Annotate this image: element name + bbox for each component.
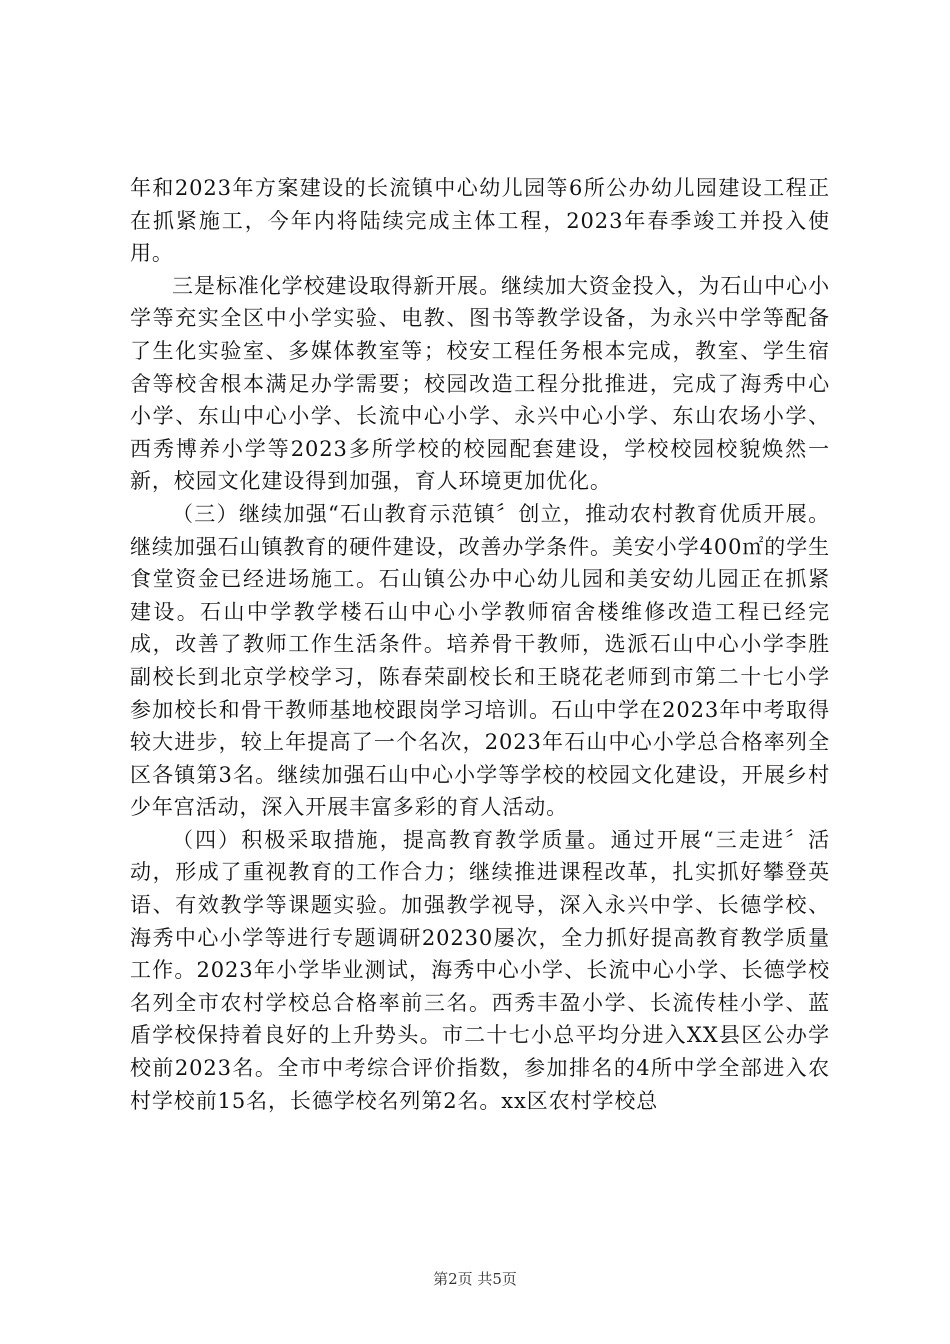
document-body [130, 172, 830, 1117]
page-number-footer: 第2页 共5页 [433, 1270, 517, 1288]
paragraph-1: 年和2023年方案建设的长流镇中心幼儿园等6所公办幼儿园建设工程正在抓紧施工，今年内将陆续完成主体工程，2023年春季竣工并投入使用。 [130, 176, 830, 266]
paragraph-2: 三是标准化学校建设取得新开展。继续加大资金投入，为石山中心小学等充实全区中小学实验、电教、图书等教学设备，为永兴中学等配备了生化实验室、多媒体教室等；校安工程任务根本完成，教室、学生宿舍等校舍根本满足办学需要；校园改造工程分批推进，完成了海秀中心小学、东山中心小学、长流中心小学、永兴中心小学、东山农场小学、西秀博养小学等2023多所学校的校园配套建设，学校校园校貌焕然一新，校园文化建设得到加强，育人环境更加优化。 [130, 273, 830, 494]
paragraph-4: （四）积极采取措施，提高教育教学质量。通过开展“三走进〞活动，形成了重视教育的工作合力；继续推进课程改革，扎实抓好攀登英语、有效教学等课题实验。加强教学视导，深入永兴中学、长德学校、海秀中心小学等进行专题调研20230屡次，全力抓好提高教育教学质量工作。2023年小学毕业测试，海秀中心小学、长流中心小学、长德学校名列全市农村学校总合格率前三名。西秀丰盈小学、长流传桂小学、蓝盾学校保持着良好的上升势头。市二十七小总平均分进入XX县区公办学校前2023名。全市中考综合评价指数，参加排名的4所中学全部进入农村学校前15名，长德学校名列第2名。xx区农村学校总 [130, 827, 830, 1113]
paragraph-3: （三）继续加强“石山教育示范镇〞创立，推动农村教育优质开展。继续加强石山镇教育的硬件建设，改善办学条件。美安小学400㎡的学生食堂资金已经进场施工。石山镇公办中心幼儿园和美安幼儿园正在抓紧建设。石山中学教学楼石山中心小学教师宿舍楼维修改造工程已经完成，改善了教师工作生活条件。培养骨干教师，选派石山中心小学李胜副校长到北京学校学习，陈春荣副校长和王晓花老师到市第二十七小学参加校长和骨干教师基地校跟岗学习培训。石山中学在2023年中考取得较大进步，较上年提高了一个名次，2023年石山中心小学总合格率列全区各镇第3名。继续加强石山中心小学等学校的校园文化建设，开展乡村少年宫活动，深入开展丰富多彩的育人活动。 [130, 501, 830, 820]
